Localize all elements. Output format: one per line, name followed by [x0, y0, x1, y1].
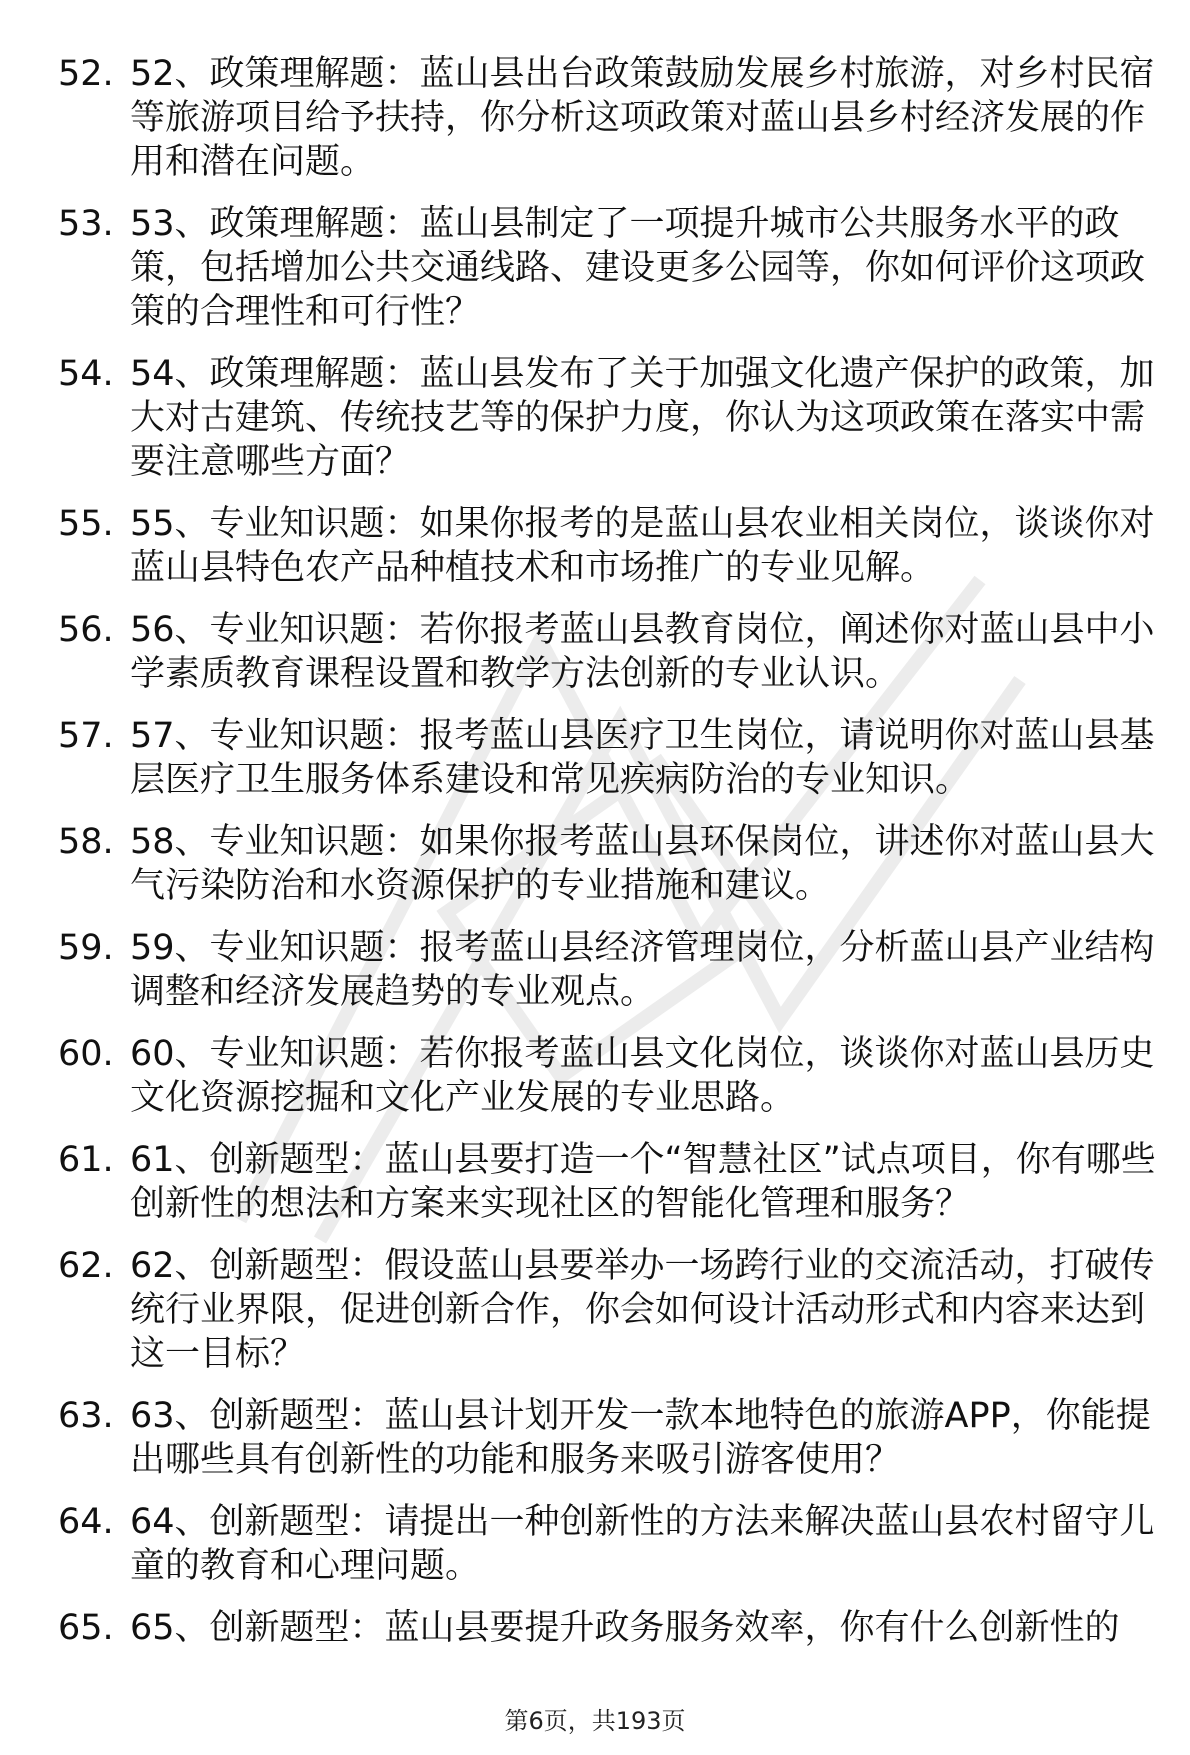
question-item — [58, 202, 1158, 334]
question-item — [58, 502, 1158, 590]
question-number: 58. — [58, 822, 114, 862]
question-number: 57. — [58, 716, 114, 756]
question-text: 62、创新题型：假设蓝山县要举办一场跨行业的交流活动，打破传统行业界限，促进创新合作，你会如何设计活动形式和内容来达到这一目标？ — [130, 1246, 1155, 1374]
question-text: 59、专业知识题：报考蓝山县经济管理岗位，分析蓝山县产业结构调整和经济发展趋势的专业观点。 — [130, 928, 1155, 1012]
question-item — [58, 926, 1158, 1014]
page-number-label: 第6页，共193页 — [504, 1707, 686, 1735]
question-text: 64、创新题型：请提出一种创新性的方法来解决蓝山县农村留守儿童的教育和心理问题。 — [130, 1502, 1155, 1586]
question-item — [58, 1244, 1158, 1376]
question-number: 55. — [58, 504, 114, 544]
question-item — [58, 1606, 1158, 1650]
question-text: 56、专业知识题：若你报考蓝山县教育岗位，阐述你对蓝山县中小学素质教育课程设置和教学方法创新的专业认识。 — [130, 610, 1155, 694]
question-text: 61、创新题型：蓝山县要打造一个“智慧社区”试点项目，你有哪些创新性的想法和方案来实现社区的智能化管理和服务？ — [130, 1140, 1156, 1224]
question-text: 58、专业知识题：如果你报考蓝山县环保岗位，讲述你对蓝山县大气污染防治和水资源保护的专业措施和建议。 — [130, 822, 1155, 906]
question-number: 56. — [58, 610, 114, 650]
question-number: 63. — [58, 1396, 114, 1436]
question-number: 62. — [58, 1246, 114, 1286]
question-item — [58, 1032, 1158, 1120]
question-item — [58, 52, 1158, 184]
question-list — [58, 52, 1158, 1668]
question-text: 55、专业知识题：如果你报考的是蓝山县农业相关岗位，谈谈你对蓝山县特色农产品种植技术和市场推广的专业见解。 — [130, 504, 1155, 588]
question-text: 53、政策理解题：蓝山县制定了一项提升城市公共服务水平的政策，包括增加公共交通线路、建设更多公园等，你如何评价这项政策的合理性和可行性？ — [130, 204, 1146, 332]
page-footer — [0, 1706, 1190, 1736]
question-text: 63、创新题型：蓝山县计划开发一款本地特色的旅游APP，你能提出哪些具有创新性的功能和服务来吸引游客使用？ — [130, 1396, 1151, 1480]
question-text: 60、专业知识题：若你报考蓝山县文化岗位，谈谈你对蓝山县历史文化资源挖掘和文化产业发展的专业思路。 — [130, 1034, 1155, 1118]
question-item — [58, 1500, 1158, 1588]
question-item — [58, 1138, 1158, 1226]
question-number: 53. — [58, 204, 114, 244]
question-item — [58, 714, 1158, 802]
question-item — [58, 352, 1158, 484]
question-number: 61. — [58, 1140, 114, 1180]
question-item — [58, 820, 1158, 908]
question-text: 65、创新题型：蓝山县要提升政务服务效率，你有什么创新性的 — [130, 1608, 1120, 1648]
question-item — [58, 608, 1158, 696]
question-number: 65. — [58, 1608, 114, 1648]
question-text: 52、政策理解题：蓝山县出台政策鼓励发展乡村旅游，对乡村民宿等旅游项目给予扶持，你分析这项政策对蓝山县乡村经济发展的作用和潜在问题。 — [130, 54, 1155, 182]
question-item — [58, 1394, 1158, 1482]
question-text: 57、专业知识题：报考蓝山县医疗卫生岗位，请说明你对蓝山县基层医疗卫生服务体系建设和常见疾病防治的专业知识。 — [130, 716, 1155, 800]
question-number: 60. — [58, 1034, 114, 1074]
question-number: 54. — [58, 354, 114, 394]
question-text: 54、政策理解题：蓝山县发布了关于加强文化遗产保护的政策，加大对古建筑、传统技艺等的保护力度，你认为这项政策在落实中需要注意哪些方面？ — [130, 354, 1155, 482]
question-number: 52. — [58, 54, 114, 94]
question-number: 59. — [58, 928, 114, 968]
question-number: 64. — [58, 1502, 114, 1542]
